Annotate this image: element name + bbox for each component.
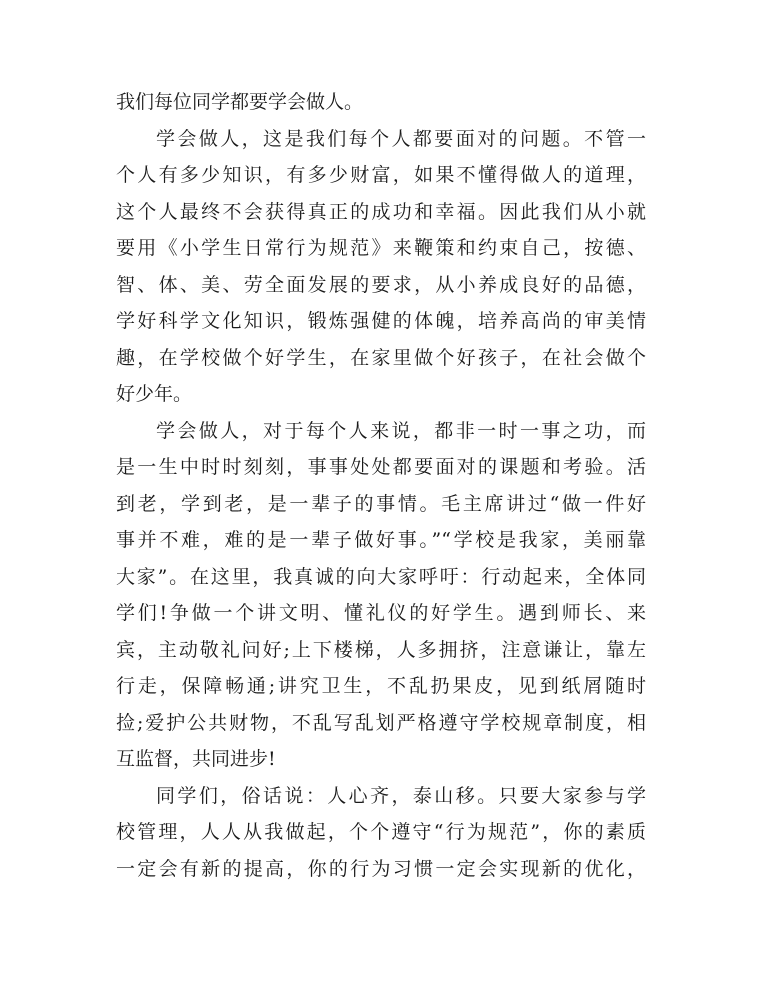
- text-line: 是一生中时时刻刻，事事处处都要面对的课题和考验。活: [116, 456, 646, 478]
- text-line: 互监督，共同进步!: [116, 748, 276, 770]
- text-line: 智、体、美、劳全面发展的要求，从小养成良好的品德，: [116, 273, 646, 296]
- text-line: 校管理，人人从我做起，个个遵守“行为规范”，你的素质: [116, 821, 646, 843]
- text-line: 到老，学到老，是一辈子的事情。毛主席讲过“做一件好: [116, 492, 646, 515]
- text-line: 行走，保障畅通;讲究卫生，不乱扔果皮，见到纸屑随时: [116, 675, 646, 697]
- text-line: 个人有多少知识，有多少财富，如果不懂得做人的道理，: [116, 164, 646, 186]
- text-line: 好少年。: [116, 383, 193, 405]
- paragraph-start-line: 学会做人，这是我们每个人都要面对的问题。不管一: [156, 127, 646, 150]
- text-line: 宾，主动敬礼问好;上下楼梯，人多拥挤，注意谦让，靠左: [116, 638, 646, 661]
- text-line: 一定会有新的提高，你的行为习惯一定会实现新的优化，: [116, 857, 646, 880]
- text-line: 事并不难，难的是一辈子做好事。”“学校是我家，美丽靠: [116, 529, 646, 551]
- text-line: 趣，在学校做个好学生，在家里做个好孩子，在社会做个: [116, 346, 646, 369]
- text-line: 捡;爱护公共财物，不乱写乱划严格遵守学校规章制度，相: [116, 711, 646, 734]
- text-line: 学好科学文化知识，锻炼强健的体魄，培养高尚的审美情: [116, 310, 646, 332]
- paragraph-start-line: 学会做人，对于每个人来说，都非一时一事之功，而: [156, 419, 646, 442]
- text-line: 学们!争做一个讲文明、懂礼仪的好学生。遇到师长、来: [116, 602, 646, 624]
- text-line: 这个人最终不会获得真正的成功和幸福。因此我们从小就: [116, 200, 646, 223]
- paragraph-start-line: 同学们，俗话说：人心齐，泰山移。只要大家参与学: [156, 784, 646, 807]
- text-line: 我们每位同学都要学会做人。: [116, 91, 364, 113]
- text-line: 大家”。在这里，我真诚的向大家呼吁：行动起来，全体同: [116, 565, 646, 588]
- document-body: [116, 84, 646, 887]
- text-line: 要用《小学生日常行为规范》来鞭策和约束自己，按德、: [116, 237, 646, 259]
